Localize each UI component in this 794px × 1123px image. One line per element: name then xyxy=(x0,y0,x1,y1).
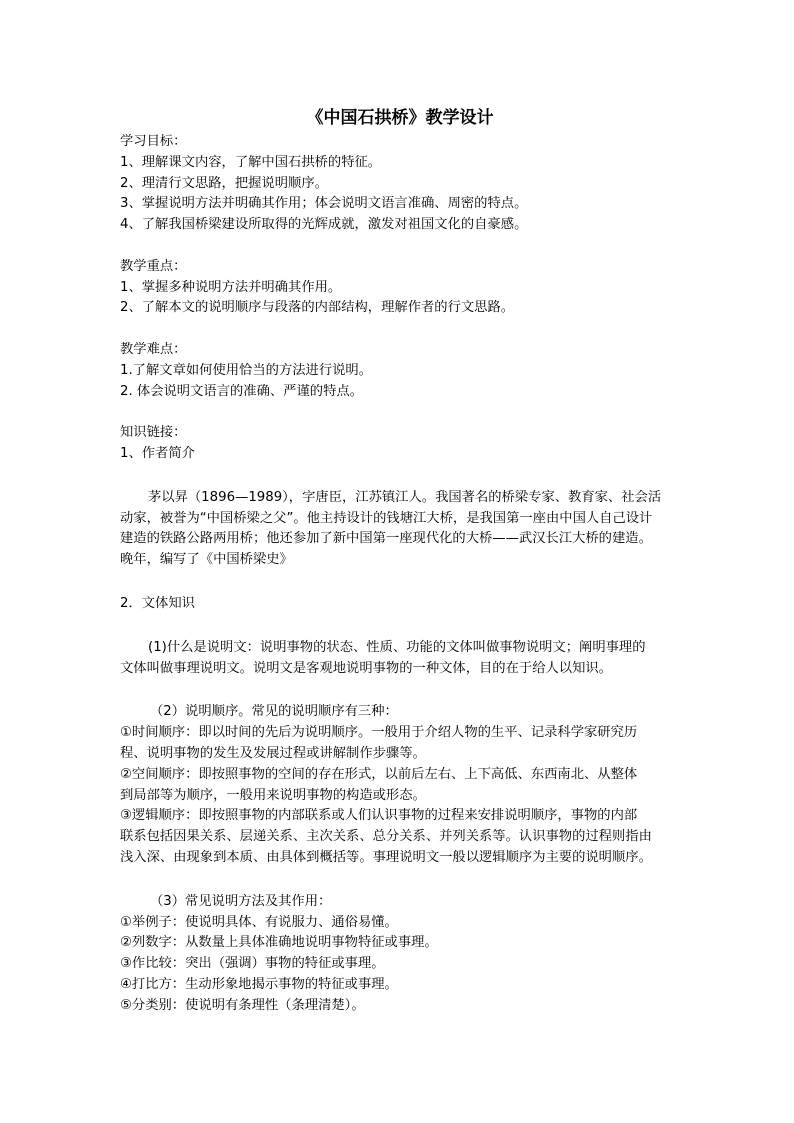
order-line: 联系包括因果关系、层递关系、主次关系、总分关系、并列关系等。认识事物的过程则指由 xyxy=(120,829,652,845)
objectives-heading: 学习目标： xyxy=(120,134,187,149)
order-line: ③逻辑顺序：即按照事物的内部联系或人们认识事物的过程来安排说明顺序，事物的内部 xyxy=(120,808,638,824)
what-is-line: (1)什么是说明文：说明事物的状态、性质、功能的文体叫做事物说明文；阐明事理的 xyxy=(148,639,646,655)
author-paragraph xyxy=(120,488,680,571)
order-line: 浅入深、由现象到本质、由具体到概括等。事理说明文一般以逻辑顺序为主要的说明顺序。 xyxy=(120,849,652,865)
objective-item: 3、掌握说明方法并明确其作用；体会说明文语言准确、周密的特点。 xyxy=(120,196,528,212)
methods-list xyxy=(120,913,680,1017)
author-line: 茅以昇（1896—1989），字唐臣，江苏镇江人。我国著名的桥梁专家、教育家、社会活 xyxy=(148,489,662,505)
key-point-item: 1、掌握多种说明方法并明确其作用。 xyxy=(120,279,342,295)
difficulty-item: 1.了解文章如何使用恰当的方法进行说明。 xyxy=(120,362,373,378)
objective-item: 2、理清行文思路，把握说明顺序。 xyxy=(120,175,328,191)
methods-heading: （3）常见说明方法及其作用： xyxy=(150,893,332,909)
order-line: 到局部等为顺序，一般用来说明事物的构造或形态。 xyxy=(120,787,426,803)
difficulties-heading: 教学难点： xyxy=(120,341,187,357)
document-page xyxy=(120,104,680,1016)
spacer xyxy=(120,319,680,340)
objective-item: 4、了解我国桥梁建设所取得的光辉成就，激发对祖国文化的自豪感。 xyxy=(120,217,528,233)
author-line: 晚年，编写了《中国桥梁史》 xyxy=(120,552,293,568)
author-line: 建造的铁路公路两用桥；他还参加了新中国第一座现代化的大桥——武汉长江大桥的建造。 xyxy=(120,531,652,547)
order-line: 程、说明事物的发生及发展过程或讲解制作步骤等。 xyxy=(120,745,426,761)
knowledge-heading: 知识链接： xyxy=(120,425,187,441)
what-is-paragraph xyxy=(120,638,680,680)
objectives-section xyxy=(120,132,680,236)
objective-item: 1、理解课文内容，了解中国石拱桥的特征。 xyxy=(120,154,382,170)
order-paragraph xyxy=(120,723,680,869)
spacer xyxy=(120,465,680,488)
method-item: ②列数字：从数量上具体准确地说明事物特征或事理。 xyxy=(120,935,438,951)
author-line: 动家，被誉为“中国桥梁之父”。他主持设计的钱塘江大桥，是我国第一座由中国人自己设计 xyxy=(120,510,653,526)
method-item: ③作比较：突出（强调）事物的特征或事理。 xyxy=(120,956,385,972)
spacer xyxy=(120,615,680,638)
what-is-line: 文体叫做事理说明文。说明文是客观地说明事物的一种文体，目的在于给人以知识。 xyxy=(120,660,612,676)
order-heading: （2）说明顺序。常见的说明顺序有三种： xyxy=(150,704,398,720)
genre-heading: 2．文体知识 xyxy=(120,595,195,611)
spacer xyxy=(120,679,680,702)
key-points-heading: 教学重点： xyxy=(120,258,187,274)
spacer xyxy=(120,571,680,594)
method-item: ①举例子：使说明具体、有说服力、通俗易懂。 xyxy=(120,914,398,930)
method-item: ④打比方：生动形象地揭示事物的特征或事理。 xyxy=(120,976,398,992)
spacer xyxy=(120,869,680,892)
method-item: ⑤分类别：使说明有条理性（条理清楚）。 xyxy=(120,997,365,1013)
spacer xyxy=(120,236,680,257)
order-line: ②空间顺序：即按照事物的空间的存在形式，以前后左右、上下高低、东西南北、从整体 xyxy=(120,766,638,782)
difficulty-item: 2. 体会说明文语言的准确、严谨的特点。 xyxy=(120,383,363,399)
spacer xyxy=(120,402,680,423)
document-title: 《中国石拱桥》教学设计 xyxy=(306,108,494,128)
order-line: ①时间顺序：即以时间的先后为说明顺序。一般用于介绍人物的生平、记录科学家研究历 xyxy=(120,725,638,741)
key-point-item: 2、了解本文的说明顺序与段落的内部结构，理解作者的行文思路。 xyxy=(120,300,515,316)
knowledge-section xyxy=(120,423,680,1016)
key-points-section xyxy=(120,257,680,319)
author-heading: 1、作者简介 xyxy=(120,445,195,461)
difficulties-section xyxy=(120,340,680,402)
